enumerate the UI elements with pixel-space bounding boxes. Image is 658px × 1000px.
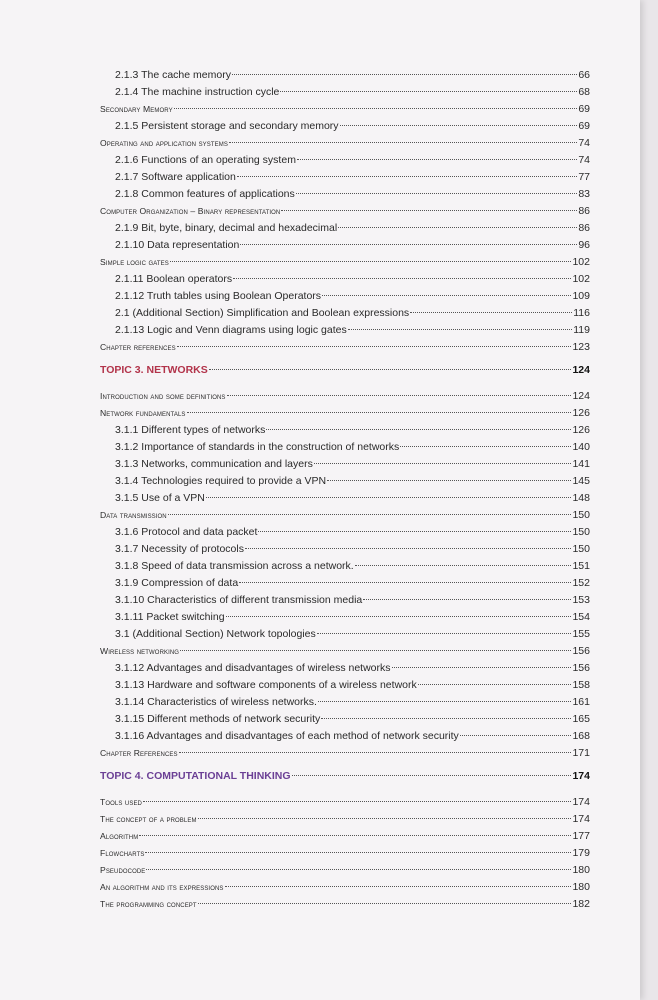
toc-entry-title: 3.1.9 Compression of data: [115, 577, 239, 589]
toc-page-number: 140: [572, 441, 590, 453]
toc-subsection-entry: [115, 661, 590, 675]
toc-entry-title: 3.1.5 Use of a VPN: [115, 492, 205, 504]
toc-section-entry: [100, 389, 590, 403]
toc-page-number: 150: [572, 509, 590, 521]
toc-page-number: 74: [578, 137, 590, 149]
toc-section-entry: [100, 255, 590, 269]
toc-section-entry: [100, 795, 590, 809]
toc-page-number: 174: [572, 813, 590, 825]
toc-page-number: 74: [578, 154, 590, 166]
dot-leader: [296, 193, 578, 194]
toc-entry-title: The programming concept: [100, 899, 197, 909]
toc-page-number: 151: [572, 560, 590, 572]
toc-entry-title: An algorithm and its expressions: [100, 882, 224, 892]
toc-page-number: 119: [573, 324, 590, 336]
toc-entry-title: The concept of a problem: [100, 814, 197, 824]
toc-section-entry: [100, 508, 590, 522]
toc-section-entry: [100, 340, 590, 354]
dot-leader: [206, 497, 572, 498]
dot-leader: [281, 210, 577, 211]
dot-leader: [400, 446, 571, 447]
toc-page-number: 148: [572, 492, 590, 504]
toc-entry-title: 2.1.11 Boolean operators: [115, 273, 233, 285]
toc-page-number: 161: [572, 696, 590, 708]
dot-leader: [180, 650, 571, 651]
toc-section-entry: [100, 102, 590, 116]
toc-subsection-entry: [115, 678, 590, 692]
toc-page-number: 83: [578, 188, 590, 200]
toc-page-number: 155: [572, 628, 590, 640]
toc-page-number: 165: [572, 713, 590, 725]
toc-section-entry: [100, 406, 590, 420]
toc-page-number: 171: [572, 747, 590, 759]
toc-section-entry: [100, 644, 590, 658]
toc-entry-title: TOPIC 3. NETWORKS: [100, 364, 208, 376]
dot-leader: [321, 718, 571, 719]
toc-entry-title: 3.1.2 Importance of standards in the construction of networks: [115, 441, 400, 453]
toc-entry-title: 3.1.10 Characteristics of different transmission media: [115, 594, 363, 606]
toc-entry-title: TOPIC 4. COMPUTATIONAL THINKING: [100, 770, 291, 782]
toc-entry-title: 2.1.8 Common features of applications: [115, 188, 295, 200]
toc-subsection-entry: [115, 576, 590, 590]
toc-entry-title: Flowcharts: [100, 848, 145, 858]
toc-section-entry: [100, 880, 590, 894]
toc-entry-title: 3.1.3 Networks, communication and layers: [115, 458, 313, 470]
toc-page-number: 124: [572, 390, 590, 402]
dot-leader: [225, 886, 572, 887]
toc-page-number: 77: [578, 171, 590, 183]
toc-entry-title: 3.1 (Additional Section) Network topologies: [115, 628, 316, 640]
toc-page-number: 86: [578, 222, 590, 234]
toc-page-number: 141: [572, 458, 590, 470]
toc-page-number: 182: [572, 898, 590, 910]
dot-leader: [292, 775, 572, 776]
dot-leader: [227, 395, 572, 396]
dot-leader: [168, 514, 572, 515]
dot-leader: [355, 565, 572, 566]
dot-leader: [410, 312, 572, 313]
dot-leader: [418, 684, 572, 685]
toc-entry-title: 3.1.16 Advantages and disadvantages of each method of network security: [115, 730, 459, 742]
toc-entry-title: 3.1.8 Speed of data transmission across a network.: [115, 560, 354, 572]
toc-subsection-entry: [115, 610, 590, 624]
toc-entry-title: 2.1.5 Persistent storage and secondary memory: [115, 120, 339, 132]
toc-subsection-entry: [115, 306, 590, 320]
dot-leader: [322, 295, 571, 296]
toc-section-entry: [100, 846, 590, 860]
toc-subsection-entry: [115, 119, 590, 133]
toc-entry-title: 2.1.6 Functions of an operating system: [115, 154, 296, 166]
toc-page-number: 174: [572, 770, 590, 782]
toc-entry-title: 2.1.12 Truth tables using Boolean Operators: [115, 290, 322, 302]
dot-leader: [297, 159, 577, 160]
toc-subsection-entry: [115, 474, 590, 488]
toc-entry-title: 2.1.3 The cache memory: [115, 69, 231, 81]
toc-page-number: 66: [578, 69, 590, 81]
toc-entry-title: 3.1.15 Different methods of network security: [115, 713, 321, 725]
toc-entry-title: 3.1.1 Different types of networks: [115, 424, 266, 436]
toc-entry-title: Tools used: [100, 797, 142, 807]
toc-page-number: 177: [572, 830, 590, 842]
dot-leader: [338, 227, 577, 228]
toc-subsection-entry: [115, 289, 590, 303]
dot-leader: [340, 125, 578, 126]
toc-entry-title: Chapter References: [100, 748, 178, 758]
toc-page-number: 69: [578, 120, 590, 132]
toc-page-number: 158: [572, 679, 590, 691]
toc-page-number: 126: [572, 407, 590, 419]
toc-subsection-entry: [115, 221, 590, 235]
dot-leader: [143, 801, 571, 802]
toc-page-number: 102: [572, 256, 590, 268]
dot-leader: [240, 244, 577, 245]
dot-leader: [146, 869, 571, 870]
toc-entry-title: 3.1.7 Necessity of protocols: [115, 543, 244, 555]
toc-page-number: 168: [572, 730, 590, 742]
dot-leader: [187, 412, 572, 413]
toc-subsection-entry: [115, 712, 590, 726]
toc-topic-entry: [100, 769, 590, 783]
toc-entry-title: 3.1.12 Advantages and disadvantages of wireless networks: [115, 662, 391, 674]
toc-entry-title: 2.1.7 Software application: [115, 171, 236, 183]
toc-page-number: 174: [572, 796, 590, 808]
dot-leader: [392, 667, 572, 668]
toc-subsection-entry: [115, 491, 590, 505]
toc-entry-title: 2.1 (Additional Section) Simplification and Boolean expressions: [115, 307, 410, 319]
toc-page-number: 180: [572, 864, 590, 876]
toc-page-number: 150: [572, 526, 590, 538]
toc-subsection-entry: [115, 170, 590, 184]
toc-entry-title: 2.1.13 Logic and Venn diagrams using logic gates: [115, 324, 347, 336]
toc-entry-title: Computer Organization – Binary representation: [100, 206, 281, 216]
toc-page-number: 116: [573, 307, 590, 319]
toc-entry-title: 2.1.9 Bit, byte, binary, decimal and hexadecimal: [115, 222, 338, 234]
toc-subsection-entry: [115, 440, 590, 454]
toc-entry-title: 3.1.11 Packet switching: [115, 611, 225, 623]
toc-page-number: 68: [578, 86, 590, 98]
toc-subsection-entry: [115, 525, 590, 539]
toc-section-entry: [100, 863, 590, 877]
dot-leader: [233, 278, 571, 279]
dot-leader: [314, 463, 572, 464]
toc-page-number: 152: [572, 577, 590, 589]
toc-page-number: 96: [578, 239, 590, 251]
toc-entry-title: Operating and application systems: [100, 138, 228, 148]
dot-leader: [317, 633, 572, 634]
toc-entry-title: Data transmission: [100, 510, 167, 520]
toc-page-number: 86: [578, 205, 590, 217]
dot-leader: [245, 548, 571, 549]
toc-entry-title: 3.1.13 Hardware and software components of a wireless network: [115, 679, 417, 691]
toc-subsection-entry: [115, 423, 590, 437]
toc-page-number: 150: [572, 543, 590, 555]
toc-page-number: 69: [578, 103, 590, 115]
toc-entry-title: 2.1.4 The machine instruction cycle: [115, 86, 280, 98]
toc-subsection-entry: [115, 68, 590, 82]
toc-subsection-entry: [115, 238, 590, 252]
dot-leader: [170, 261, 572, 262]
toc-entry-title: Simple logic gates: [100, 257, 169, 267]
toc-section-entry: [100, 829, 590, 843]
toc-entry-title: 3.1.4 Technologies required to provide a VPN: [115, 475, 327, 487]
toc-subsection-entry: [115, 695, 590, 709]
dot-leader: [198, 903, 572, 904]
toc-subsection-entry: [115, 627, 590, 641]
toc-page-number: 153: [572, 594, 590, 606]
toc-subsection-entry: [115, 272, 590, 286]
toc-page-number: 179: [572, 847, 590, 859]
dot-leader: [237, 176, 577, 177]
toc-entry-title: 3.1.6 Protocol and data packet: [115, 526, 258, 538]
dot-leader: [266, 429, 571, 430]
toc-section-entry: [100, 136, 590, 150]
dot-leader: [239, 582, 571, 583]
toc-entry-title: Algorithm: [100, 831, 139, 841]
toc-page-number: 126: [572, 424, 590, 436]
toc-page-number: 154: [572, 611, 590, 623]
dot-leader: [348, 329, 573, 330]
dot-leader: [226, 616, 572, 617]
toc-subsection-entry: [115, 542, 590, 556]
toc-section-entry: [100, 897, 590, 911]
toc-subsection-entry: [115, 729, 590, 743]
toc-page-number: 124: [572, 364, 590, 376]
toc-entry-title: Network fundamentals: [100, 408, 186, 418]
toc-page-number: 180: [572, 881, 590, 893]
dot-leader: [229, 142, 577, 143]
dot-leader: [460, 735, 572, 736]
toc-page-number: 156: [572, 645, 590, 657]
dot-leader: [174, 108, 578, 109]
dot-leader: [258, 531, 571, 532]
toc-section-entry: [100, 204, 590, 218]
toc-entry-title: Wireless networking: [100, 646, 180, 656]
dot-leader: [318, 701, 572, 702]
dot-leader: [280, 91, 577, 92]
toc-subsection-entry: [115, 153, 590, 167]
dot-leader: [209, 369, 572, 370]
toc-entry-title: 3.1.14 Characteristics of wireless networks.: [115, 696, 317, 708]
toc-page-number: 123: [572, 341, 590, 353]
toc-subsection-entry: [115, 593, 590, 607]
toc-entry-title: Secondary Memory: [100, 104, 173, 114]
toc-page-number: 145: [572, 475, 590, 487]
dot-leader: [363, 599, 571, 600]
toc-subsection-entry: [115, 323, 590, 337]
toc-page-number: 102: [572, 273, 590, 285]
toc-subsection-entry: [115, 187, 590, 201]
toc-subsection-entry: [115, 457, 590, 471]
dot-leader: [232, 74, 577, 75]
toc-subsection-entry: [115, 559, 590, 573]
dot-leader: [198, 818, 572, 819]
toc-section-entry: [100, 812, 590, 826]
dot-leader: [145, 852, 571, 853]
toc-section-entry: [100, 746, 590, 760]
dot-leader: [177, 346, 572, 347]
toc-page-number: 109: [572, 290, 590, 302]
toc-subsection-entry: [115, 85, 590, 99]
toc-entry-title: Chapter references: [100, 342, 176, 352]
toc-entry-title: Introduction and some definitions: [100, 391, 226, 401]
dot-leader: [179, 752, 572, 753]
toc-page-number: 156: [572, 662, 590, 674]
toc-entry-title: Pseudocode: [100, 865, 146, 875]
toc-topic-entry: [100, 363, 590, 377]
dot-leader: [139, 835, 571, 836]
dot-leader: [327, 480, 571, 481]
toc-entry-title: 2.1.10 Data representation: [115, 239, 240, 251]
